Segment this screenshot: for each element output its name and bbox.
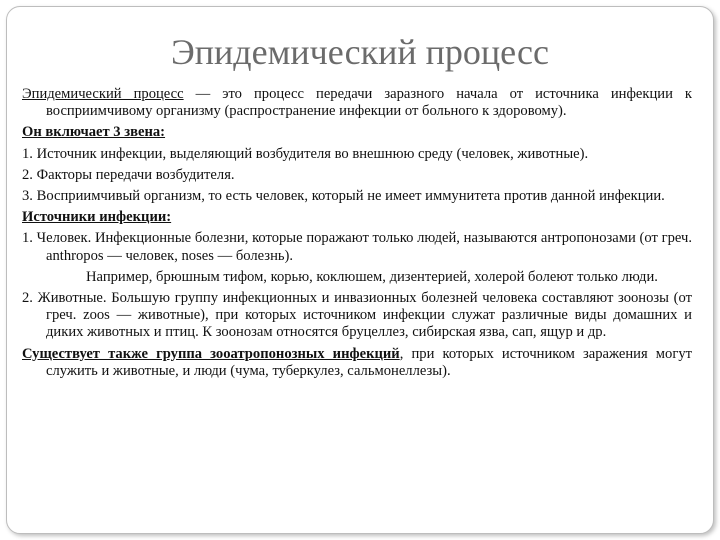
zooanthroponoses-paragraph (22, 346, 692, 380)
link-item-1: 1. Источник инфекции, выделяющий возбудителя во внешнюю среду (человек, животные). (22, 145, 589, 162)
source-item-2: 2. Животные. Большую группу инфекционных и инвазионных болезней человека составляют зоонозы (от греч. zoos — животные), при которых источником инфекции служат различные виды домашних и диких животных и птиц. К зоонозам относятся бруцеллез, сибирская язва, сап, ящур и др. (22, 290, 692, 341)
link-item-3: 3. Восприимчивый организм, то есть человек, который не имеет иммунитета против данной инфекции. (22, 188, 665, 205)
zooanthroponoses-text: , при которых источником заражения могут служить и животные, и люди (чума, туберкулез, сальмонеллезы). (46, 345, 692, 379)
link-item-2: 2. Факторы передачи возбудителя. (22, 166, 235, 183)
definition-term: Эпидемический процесс (22, 86, 184, 102)
links-heading-text: Он включает 3 звена: (22, 124, 166, 141)
definition-paragraph (22, 86, 692, 120)
slide-content (22, 86, 692, 384)
zooanthroponoses-term: Существует также группа зооатропонозных инфекций (22, 345, 400, 362)
sources-heading (22, 209, 692, 226)
slide-title: Эпидемический процесс (171, 32, 549, 72)
links-heading (22, 124, 692, 141)
example-paragraph: Например, брюшным тифом, корью, коклюшем, дизентерией, холерой болеют только люди. (86, 268, 658, 285)
sources-heading-text: Источники инфекции: (22, 209, 172, 226)
source-item-1: 1. Человек. Инфекционные болезни, которые поражают только людей, называются антропонозами (от греч. anthropos — человек, noses — болезнь). (22, 230, 692, 264)
definition-text: — это процесс передачи заразного начала от источника инфекции к восприимчивому организму (распространение инфекции от больного к здоровому). (46, 86, 693, 120)
